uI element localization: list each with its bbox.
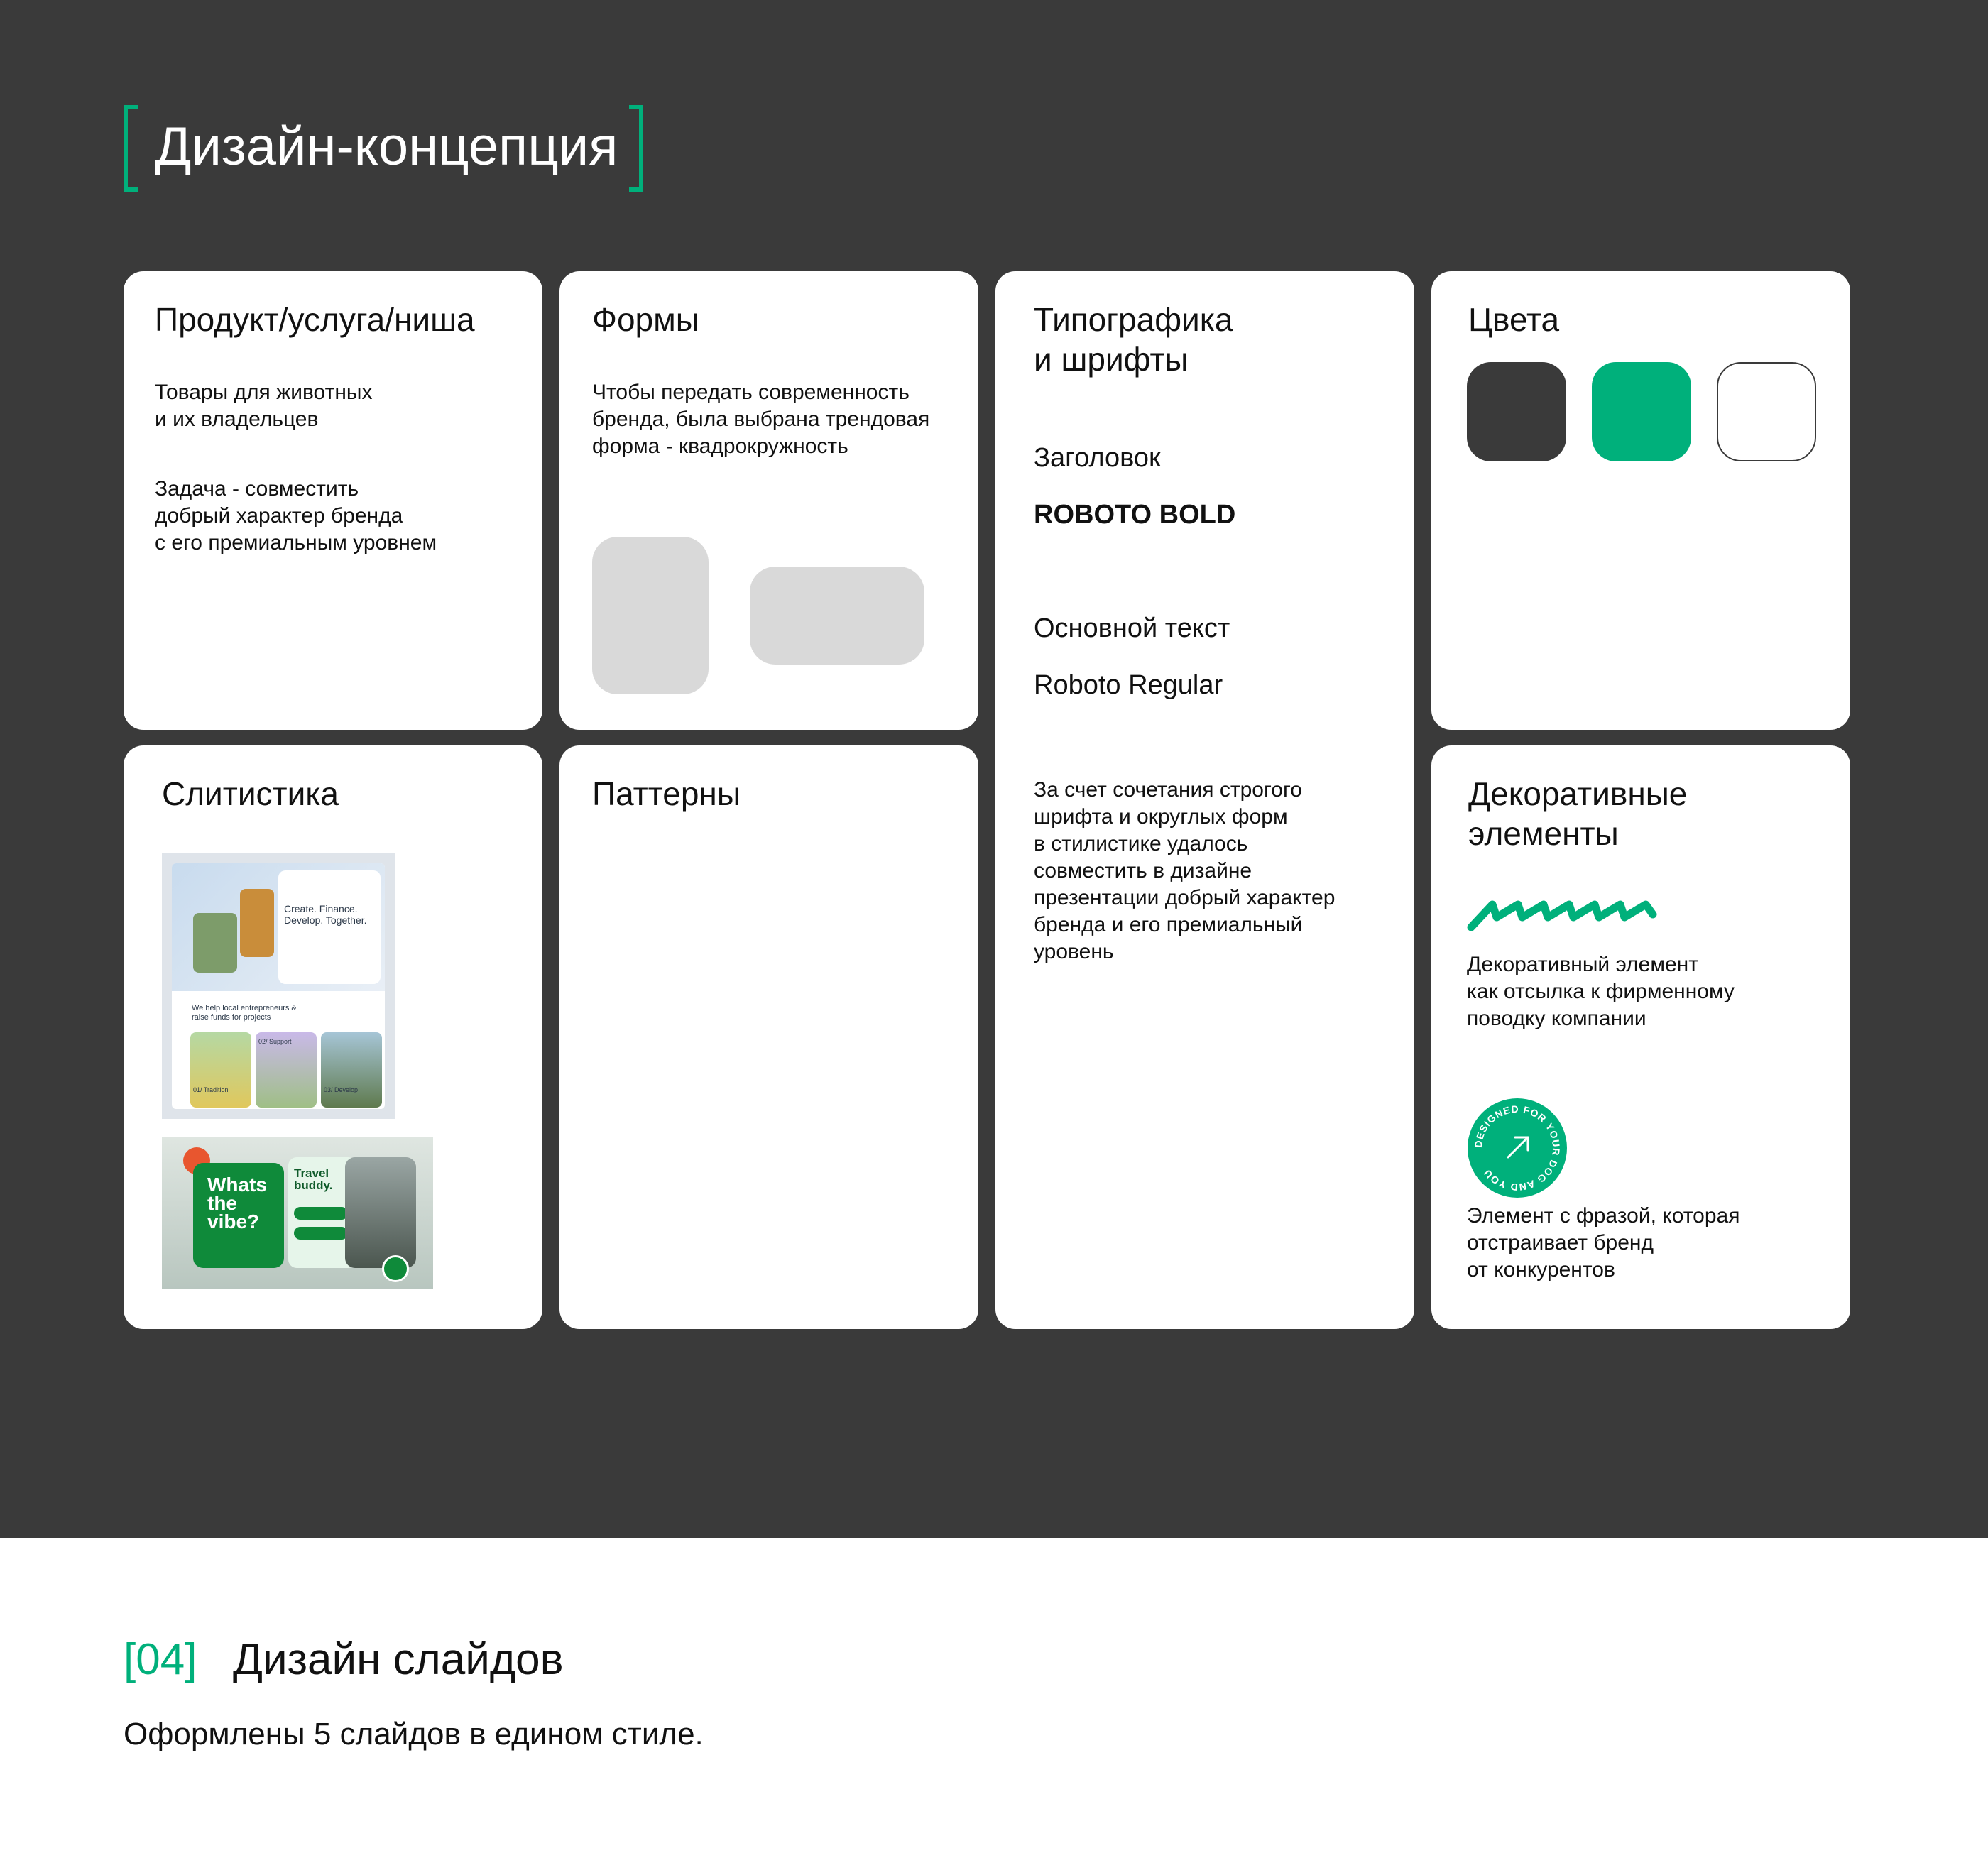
mock1-tile-2 — [256, 1032, 317, 1108]
swatch-white — [1717, 362, 1816, 461]
zigzag-caption: Декоративный элемент как отсылка к фирменному поводку компании — [1467, 953, 1735, 1030]
mock1-tag-3: 03/ Develop — [324, 1086, 359, 1093]
zigzag-wave-icon — [1467, 897, 1659, 933]
card-product — [124, 271, 542, 730]
left-bracket-icon — [124, 105, 138, 192]
brand-circle-badge-icon — [1467, 1098, 1568, 1198]
mock1-tag-1: 01/ Tradition — [193, 1086, 229, 1093]
swatch-dark — [1467, 362, 1566, 461]
concept-header — [124, 105, 643, 192]
page-title: Дизайн-концепция — [155, 116, 618, 177]
slide-example-2 — [162, 1137, 433, 1289]
mock2-pill-2 — [294, 1227, 348, 1240]
mock2-pill-1 — [294, 1207, 348, 1220]
shapes-description: Чтобы передать современность бренда, была выбрана трендовая форма - квадрокружность — [592, 381, 930, 458]
mock1-tile-1 — [190, 1032, 251, 1108]
card-colors — [1431, 271, 1850, 730]
mock1-tag-2: 02/ Support — [258, 1038, 292, 1045]
mock2-headline: Whats the vibe? — [207, 1174, 267, 1232]
product-task: Задача - совместить добрый характер бренда с его премиальным уровнем — [155, 477, 437, 554]
mock2-green-badge-icon — [382, 1255, 409, 1282]
right-bracket-icon — [629, 105, 643, 192]
section-subtitle: Оформлены 5 слайдов в едином стиле. — [124, 1717, 704, 1751]
product-description: Товары для животных и их владельцев — [155, 381, 373, 431]
heading-font-sample: ROBOTO BOLD — [1034, 500, 1236, 530]
mock2-green-card — [193, 1163, 284, 1268]
heading-label: Заголовок — [1034, 443, 1161, 473]
card-title-colors: Цвета — [1468, 301, 1560, 338]
body-label: Основной текст — [1034, 613, 1230, 643]
card-patterns — [559, 745, 978, 1329]
section-title: Дизайн слайдов — [233, 1635, 564, 1684]
body-font-sample: Roboto Regular — [1034, 670, 1223, 700]
section-number: [04] — [124, 1635, 197, 1684]
squircle-vertical-shape — [592, 537, 709, 694]
card-title-stylistics: Слитистика — [162, 775, 339, 812]
squircle-horizontal-shape — [750, 567, 924, 665]
mock1-hero-card — [278, 870, 381, 984]
mock1-headline: Create. Finance. Develop. Together. — [284, 903, 367, 926]
slide-example-1 — [162, 853, 395, 1119]
card-title-patterns: Паттерны — [592, 775, 741, 812]
card-title-typography: Типографика и шрифты — [1034, 301, 1233, 378]
mock1-page — [172, 863, 385, 1109]
mock1-subline: We help local entrepreneurs & raise funds for projects — [192, 1004, 297, 1022]
badge-caption: Элемент с фразой, которая отстраивает бренд от конкурентов — [1467, 1204, 1740, 1281]
badge-phrase: DESIGNED FOR YOUR DOG AND YOU — [1472, 1103, 1563, 1193]
mock2-card-title: Travel buddy. — [294, 1166, 333, 1192]
mock1-photo-plant — [240, 889, 274, 957]
card-shapes — [559, 271, 978, 730]
mock1-photo-left — [193, 913, 237, 973]
typography-description: За счет сочетания строгого шрифта и округлых форм в стилистике удалось совместить в дизайне презентации добрый характер бренда и его премиальный уровень — [1034, 778, 1336, 963]
swatch-green — [1592, 362, 1691, 461]
mock2-road-photo — [345, 1157, 416, 1268]
card-title-decor: Декоративные элементы — [1468, 775, 1688, 852]
card-title-shapes: Формы — [592, 301, 699, 338]
mock1-tile-3 — [321, 1032, 382, 1108]
card-title-product: Продукт/услуга/ниша — [155, 301, 475, 338]
card-typography — [995, 271, 1414, 1329]
